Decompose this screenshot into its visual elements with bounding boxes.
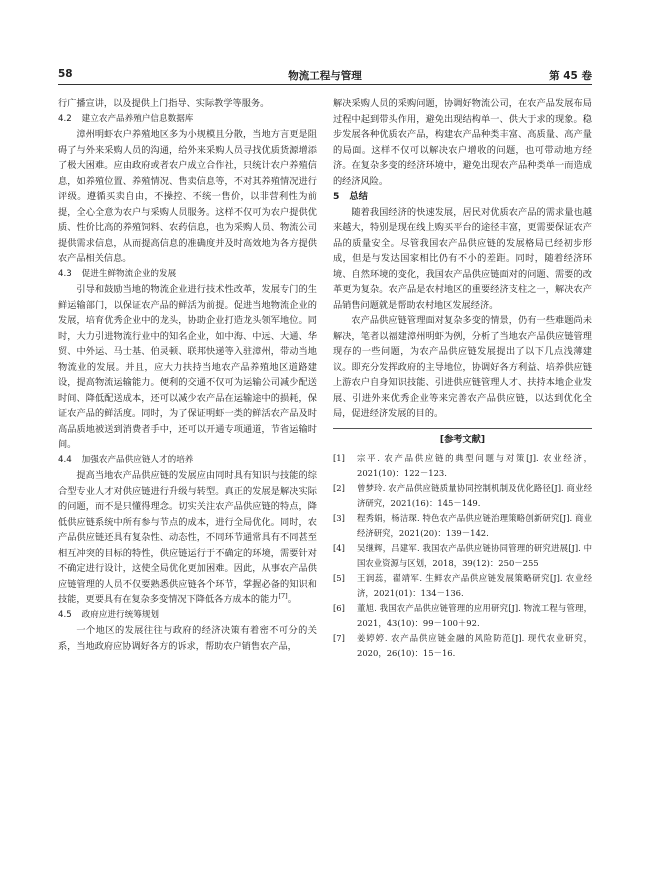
reference-text: 程秀娟，杨洁琛. 特色农产品供应链治理策略创新研究[J]. 商业经济研究，2021(20)：139－142. [357,512,592,538]
section-heading-4-3 [58,267,317,283]
section-number: 4.2 [58,113,72,124]
section-title: 促进生鲜物流企业的发展 [81,268,177,279]
reference-number: [1] [333,452,345,463]
paragraph-4-3: 引导和鼓励当地的物流企业进行技术性改革，发展专门的生鲜运输部门，以保证农产品的鲜活为前提。促进当地物流企业的发展，培育优秀企业中的龙头，协助企业打造龙头领军地位。同时，大力引进物流行业中的知名企业，如中海、中远、大通、华贸、中外运、马士基、伯灵顿、联邦快递等入驻漳州，带动当地物流业的发展。并且，应大力扶持当地农产品养殖地区道路建设，提高物流运输能力。便利的交通不仅可为运输公司减少配送时间、降低配送成本，还可以减少农产品在运输途中的损耗，保证农产品的鲜活度。同时，为了保证明虾一类的鲜活农产品及时高品质地被送到消费者手中，还可以开通专项通道，节省运输时间。 [58,284,317,450]
paragraph-4-5: 一个地区的发展往往与政府的经济决策有着密不可分的关系，当地政府应协调好各方的诉求，帮助农户销售农产品， [58,625,317,652]
references-title: [参考文献] [439,433,486,445]
paragraph-4-4 [58,468,317,608]
volume-label: 第 45 卷 [549,70,592,82]
section-title: 建立农产品养殖户信息数据库 [81,113,194,124]
reference-item [333,511,592,541]
section-title: 加强农产品供应链人才的培养 [81,454,194,465]
reference-item [333,481,592,511]
reference-text: 董旭. 我国农产品供应链管理的应用研究[J]. 物流工程与管理，2021，43(10)：99－100＋92. [357,602,592,628]
reference-text: 姜婷婷. 农产品供应链金融的风险防范[J]. 现代农业研究，2020，26(10)：15－16. [357,632,592,658]
paragraph-end: 。 [287,594,297,605]
reference-item [333,541,592,571]
paragraph-4-2: 漳州明虾农户养殖地区多为小规模且分散，当地方言更是阻碍了与外来采购人员的沟通，给外来采购人员寻找优质货源增添了极大困难。应由政府或者农户成立合作社，只统计农户养殖信息，如养殖位置、养殖情况、售卖信息等，不对其养殖情况进行评级。遵循买卖自由，不操控、不统一售价，以非营利性为前提，全心全意为农户与采购人员服务。这样不仅可为农户提供优质、性价比高的养殖饲料、农药信息，也为采购人员、物流公司提供需求信息，从而提高信息的准确度并及时高效地为各方提供农产品相关信息。 [58,129,317,264]
section-number: 4.4 [58,454,72,465]
reference-number: [6] [333,602,345,613]
section-heading-5 [333,189,592,205]
reference-item [333,631,592,661]
reference-item [333,451,592,481]
section-heading-4-5 [58,608,317,624]
section-number: 4.5 [58,609,72,620]
section-heading-4-2 [58,112,317,128]
reference-item [333,571,592,601]
page-number: 58 [58,68,73,80]
paragraph-5a: 随着我国经济的快速发展，居民对优质农产品的需求量也越来越大，特别是现在线上购买平台的途径丰富，更需要保证农产品的质量安全。尽管我国农产品供应链的发展格局已经初步形成，但是与发达国家相比仍有不小的差距。同时，随着经济环境、自然环境的变化，我国农产品供应链面对的问题、需要的改革更为复杂。农产品是农村地区的重要经济支柱之一，解决农产品销售问题就是帮助农村地区发展经济。 [333,206,592,311]
page-header [58,68,592,85]
citation-marker: [7] [278,591,288,600]
paragraph-text: 提高当地农产品供应链的发展应由同时具有知识与技能的综合型专业人才对供应链进行升级与转型。真正的发展是解决实际的问题，而不是只懂得理念。切实关注农产品供应链的特点，降低供应链系统中所有参与节点的成本，进行全局优化。同时，农产品供应链还具有复杂性、动态性，不同环节通常具有不同甚至相互冲突的目标的特性，供应链运行于不确定的环境，需要针对不确定进行设计，这使全局优化更加困难。因此，从事农产品供应链管理的人员不仅要熟悉供应链各个环节，掌握必备的知识和技能，更要具有在复杂多变情况下降低各方成本的能力 [58,470,317,605]
reference-text: 王润蕊，翟靖军. 生鲜农产品供应链发展策略研究[J]. 农业经济，2021(01)：134－136. [357,572,592,598]
section-number: 5 [333,191,340,202]
reference-text: 宗平. 农产品供应链的典型问题与对策[J]. 农业经济，2021(10)：122－123. [357,452,592,478]
reference-item [333,601,592,631]
section-title: 政府应进行统筹规划 [81,609,160,620]
paragraph-continued: 行广播宣讲，以及提供上门指导、实际教学等服务。 [58,98,270,109]
reference-number: [4] [333,542,345,553]
left-column [58,96,317,654]
section-number: 4.3 [58,268,72,279]
section-heading-4-4 [58,453,317,469]
references-section [333,428,592,661]
reference-text: 吴继辉，吕建军. 我国农产品供应链协同管理的研究进展[J]. 中国农业资源与区划，2018，39(12)：250－255 [357,542,592,568]
right-column [333,96,592,661]
journal-title: 物流工程与管理 [288,70,362,82]
reference-number: [3] [333,512,345,523]
paragraph-5b: 农产品供应链管理面对复杂多变的情景，仍有一些难题尚未解决，笔者以福建漳州明虾为例，分析了当地农产品供应链管理现存的一些问题，为农产品供应链发展提出了以下几点浅薄建议。即充分发挥政府的主导地位，协调好各方利益、培养供应链上游农户自身知识技能、引进供应链管理人才、扶持本地企业发展、引进外来优秀企业等来完善农产品供应链，以达到优化全局，促进经济发展的目的。 [333,315,592,419]
reference-number: [2] [333,482,345,493]
reference-text: 曾梦玲. 农产品供应链质量协同控制机制及优化路径[J]. 商业经济研究，2021(16)：145－149. [357,482,592,508]
reference-number: [7] [333,632,345,643]
reference-number: [5] [333,572,345,583]
paragraph-continued: 解决采购人员的采购问题，协调好物流公司，在农产品发展布局过程中起到带头作用，避免出现结构单一、供大于求的现象。稳步发展各种优质农产品，构建农产品种类丰富、高质量、高产量的局面。这样不仅可以解决农户增收的问题，也可带动地方经济。在复杂多变的经济环境中，避免出现农产品种类单一而造成的经济风险。 [333,98,592,187]
section-title: 总结 [349,191,368,202]
